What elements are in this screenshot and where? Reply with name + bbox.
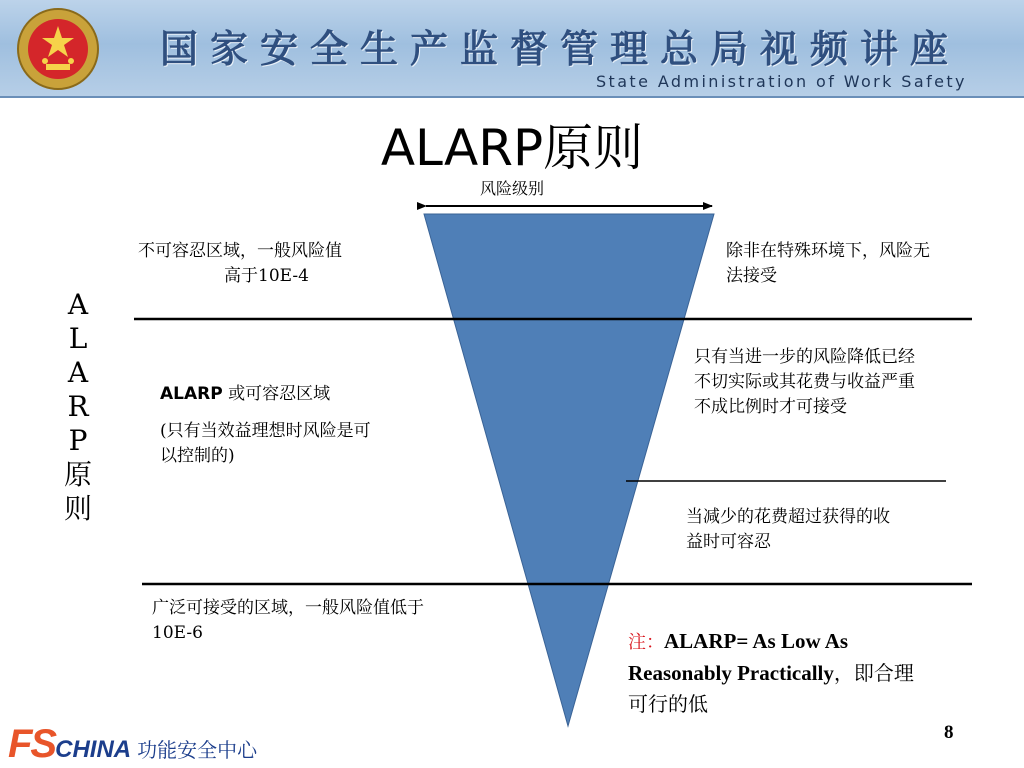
banner-title-en: State Administration of Work Safety — [596, 72, 967, 91]
vertical-char: 则 — [63, 492, 92, 525]
fschina-logo — [8, 722, 257, 767]
logo-cn-text: 功能安全中心 — [137, 738, 258, 762]
page-number: 8 — [944, 722, 954, 743]
vertical-char: L — [68, 322, 88, 355]
alarp-bold: ALARP — [160, 384, 223, 404]
intolerable-right-text: 除非在特殊环境下，风险无 法接受 — [726, 241, 930, 286]
vertical-char: 原 — [63, 458, 92, 491]
vertical-char: P — [68, 424, 88, 457]
logo-china-text: CHINA — [55, 736, 132, 763]
alarp-right-upper-text: 只有当进一步的风险降低已经 不切实际或其花费与收益严重 不成比例时才可接受 — [694, 347, 915, 417]
vertical-char: A — [67, 288, 89, 321]
vertical-char: A — [67, 356, 89, 389]
alarp-definition-note: 注：ALARP= As Low As Reasonably Practically，即合理 可行的低 — [628, 629, 914, 716]
note-prefix: 注： — [628, 632, 664, 653]
page-title: ALARP原则 — [380, 119, 644, 177]
banner-title-cn: 国家安全生产监督管理总局视频讲座 — [160, 26, 961, 71]
alarp-right-lower-text: 当减少的花费超过获得的收 益时可容忍 — [686, 507, 890, 552]
vertical-char: R — [67, 390, 89, 423]
logo-fs-text: FS — [8, 722, 56, 766]
risk-level-label: 风险级别 — [479, 179, 544, 198]
acceptable-region-text: 广泛可接受的区域，一般风险值低于 10E-6 — [152, 598, 424, 643]
vertical-alarp-label — [52, 288, 104, 526]
alarp-region-text: ALARP 或可容忍区域 (只有当效益理想时风险是可 以控制的) — [160, 384, 371, 466]
intolerable-region-text: 不可容忍区域，一般风险值 高于10E-4 — [138, 241, 342, 286]
